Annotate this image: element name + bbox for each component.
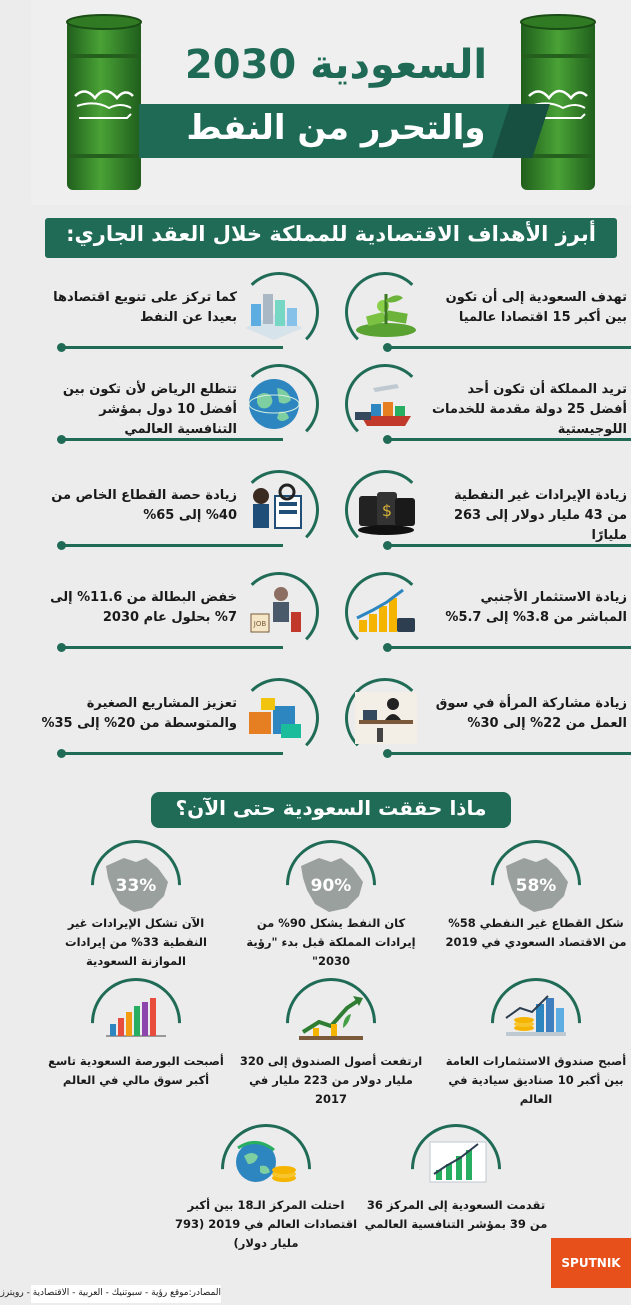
goal-text-left-4: تعزيز المشاريع الصغيرة والمتوسطة من 20% إلى 35% bbox=[41, 696, 237, 731]
oil-barrels-icon bbox=[353, 482, 419, 538]
source-text bbox=[0, 1288, 221, 1298]
goal-dot-left-2 bbox=[57, 541, 66, 550]
goal-underline-right-1 bbox=[387, 438, 631, 441]
oil-barrel-flag-left-icon bbox=[65, 14, 143, 194]
goal-underline-right-2 bbox=[387, 544, 631, 547]
job-seeker-icon bbox=[241, 584, 307, 640]
goal-text-right-3: زيادة الاستثمار الأجنبي المباشر من 3.8% إلى 5.7% bbox=[445, 590, 627, 625]
goal-text-right-2: زيادة الإيرادات غير النفطية من 43 مليار دولار إلى 263 مليارًا bbox=[453, 488, 627, 543]
goal-dot-right-3 bbox=[383, 643, 392, 652]
svg-text:JOB: JOB bbox=[253, 620, 267, 628]
page-title: السعودية 2030 bbox=[184, 42, 488, 88]
chart-text-2: أصبحت البورصة السعودية تاسع أكبر سوق مالي في العالم bbox=[48, 1054, 224, 1087]
chart-text-1: ارتفعت أصول الصندوق إلى 320 مليار دولار من 223 مليار في 2017 bbox=[239, 1054, 423, 1106]
goal-underline-left-1 bbox=[61, 438, 283, 441]
goal-text-left-1: تتطلع الرياض لأن تكون بين أفضل 10 دول بمؤشر التنافسية العالمي bbox=[62, 382, 237, 437]
goal-dot-right-1 bbox=[383, 435, 392, 444]
goal-underline-right-3 bbox=[387, 646, 631, 649]
competitiveness-chart-icon bbox=[416, 1134, 496, 1194]
goal-underline-left-3 bbox=[61, 646, 283, 649]
chart-text-0: أصبح صندوق الاستثمارات العامة بين أكبر 10 صناديق سيادية في العالم bbox=[445, 1054, 627, 1106]
logistics-icon bbox=[353, 376, 419, 432]
growth-plant-icon bbox=[291, 988, 371, 1048]
goals-title: أبرز الأهداف الاقتصادية للمملكة خلال العقد الجاري: bbox=[66, 222, 596, 246]
stock-bars-icon bbox=[96, 988, 176, 1048]
money-plant-icon bbox=[353, 284, 419, 340]
source-list: موقع رؤية - سبوتنيك - العربية - الاقتصادية - رويترز bbox=[0, 1288, 189, 1298]
achievements-title: ماذا حققت السعودية حتى الآن؟ bbox=[175, 796, 487, 820]
map-percentage-1: 90% bbox=[310, 876, 352, 896]
globe-icon bbox=[241, 376, 307, 432]
small-business-icon bbox=[241, 690, 307, 746]
private-sector-icon bbox=[241, 482, 307, 538]
sovereign-fund-icon bbox=[496, 988, 576, 1048]
map-text-0: شكل القطاع غير النفطي 58% من الاقتصاد السعودي في 2019 bbox=[445, 916, 627, 949]
goal-dot-right-2 bbox=[383, 541, 392, 550]
goal-underline-right-0 bbox=[387, 346, 631, 349]
source-label: المصادر: bbox=[188, 1288, 221, 1298]
goal-text-right-4: زيادة مشاركة المرأة في سوق العمل من 22% إلى 30% bbox=[435, 696, 627, 731]
goal-text-left-2: زيادة حصة القطاع الخاص من 40% إلى 65% bbox=[51, 488, 237, 523]
goal-dot-left-3 bbox=[57, 643, 66, 652]
goal-text-left-3: خفض البطالة من 11.6% إلى 7% بحلول عام 2030 bbox=[50, 590, 237, 625]
goal-dot-right-0 bbox=[383, 343, 392, 352]
woman-worker-icon bbox=[353, 690, 419, 746]
page-subtitle: والتحرر من النفط bbox=[186, 108, 486, 148]
goal-dot-left-1 bbox=[57, 435, 66, 444]
goal-text-right-0: تهدف السعودية إلى أن تكون بين أكبر 15 اقتصادا عالميا bbox=[445, 290, 627, 325]
goal-dot-right-4 bbox=[383, 749, 392, 758]
bottom-text-1: احتلت المركز الـ18 بين أكبر اقتصادات العالم في 2019 (793 مليار دولار) bbox=[174, 1198, 358, 1250]
goal-underline-right-4 bbox=[387, 752, 631, 755]
map-text-1: كان النفط يشكل 90% من إيرادات المملكة قبل بدء "رؤية 2030" bbox=[246, 916, 416, 968]
goal-text-left-0: كما تركز على تنويع اقتصادها بعيدا عن النفط bbox=[53, 290, 237, 325]
svg-text:$: $ bbox=[381, 501, 393, 520]
globe-coins-icon bbox=[226, 1134, 306, 1194]
goal-dot-left-0 bbox=[57, 343, 66, 352]
goal-underline-left-2 bbox=[61, 544, 283, 547]
map-text-2: الآن تشكل الإيرادات غير النفطية 33% من إيرادات الموازنة السعودية bbox=[65, 916, 207, 968]
goal-underline-left-4 bbox=[61, 752, 283, 755]
header bbox=[31, 0, 631, 205]
bottom-text-0: تقدمت السعودية إلى المركز 36 من 39 بمؤشر التنافسية العالمي bbox=[364, 1198, 548, 1231]
map-percentage-2: 33% bbox=[115, 876, 157, 896]
coins-chart-icon bbox=[353, 584, 419, 640]
map-percentage-0: 58% bbox=[515, 876, 557, 896]
goal-text-right-1: تريد المملكة أن تكون أحد أفضل 25 دولة مقدمة للخدمات اللوجيستية bbox=[431, 382, 627, 437]
sputnik-logo-text: SPUTNIK bbox=[561, 1256, 621, 1270]
goal-underline-left-0 bbox=[61, 346, 283, 349]
goal-dot-left-4 bbox=[57, 749, 66, 758]
city-icon bbox=[241, 284, 307, 340]
